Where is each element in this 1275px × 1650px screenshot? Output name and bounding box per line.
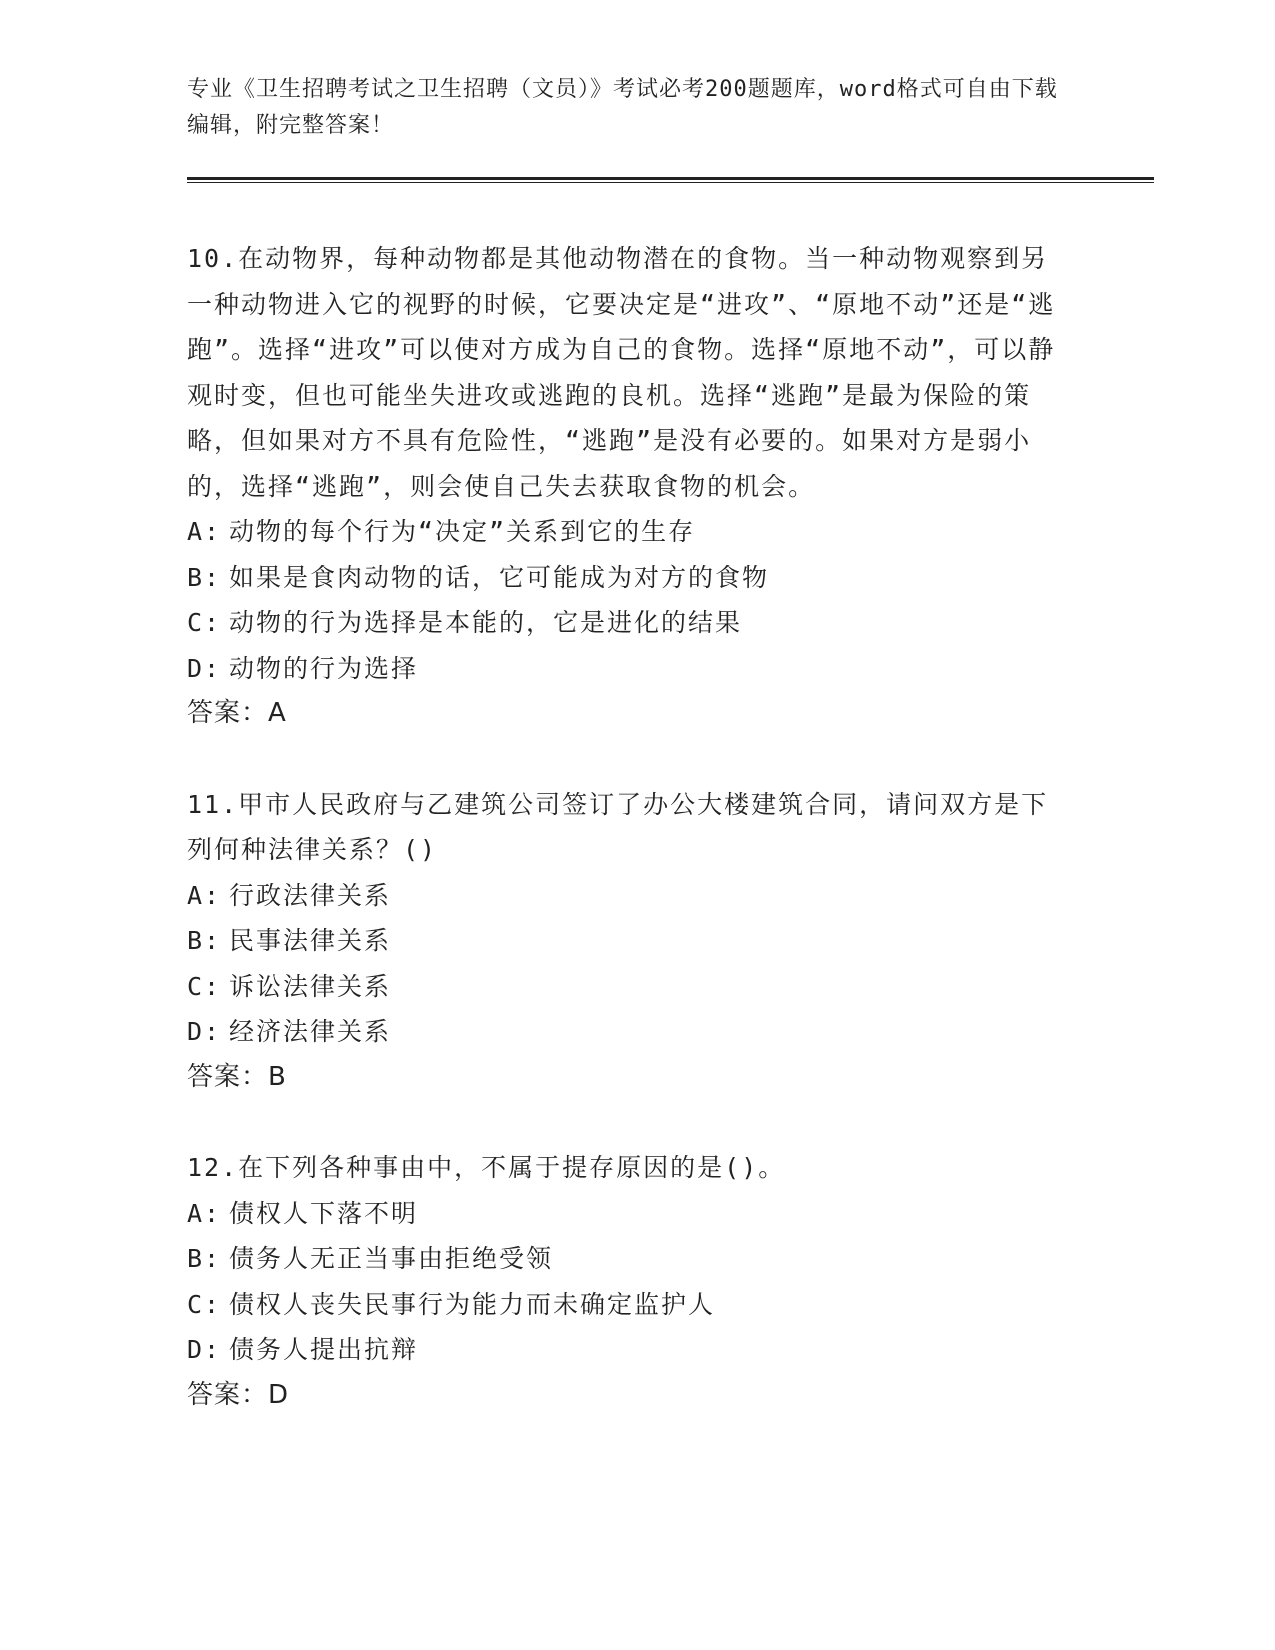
option-letter: A: [187,1198,222,1228]
option-letter: A: [187,880,222,910]
question-12 [187,1145,1067,1418]
option-b [187,555,1067,601]
option-letter: D: [187,653,222,683]
option-text: 动物的行为选择 [229,653,419,683]
option-letter: C: [187,1289,222,1319]
option-d [187,1327,1067,1373]
question-stem: 11.甲市人民政府与乙建筑公司签订了办公大楼建筑合同，请问双方是下列何种法律关系？() [187,789,1049,864]
option-d [187,1009,1067,1055]
option-d [187,646,1067,692]
option-a [187,873,1067,919]
option-letter: B: [187,1244,222,1273]
option-c [187,1282,1067,1328]
option-b [187,1236,1067,1282]
option-letter: A: [187,517,222,546]
header-rule-thick [187,177,1154,180]
option-text: 行政法律关系 [229,880,392,910]
answer-line: 答案：A [187,698,287,728]
option-a [187,1191,1067,1237]
option-letter: C: [187,971,222,1001]
option-text: 债权人丧失民事行为能力而未确定监护人 [229,1289,716,1319]
question-10 [187,236,1067,737]
option-a [187,509,1067,555]
option-letter: C: [187,608,222,637]
option-text: 如果是食肉动物的话，它可能成为对方的食物 [229,562,770,592]
question-list [187,236,1067,1463]
option-b [187,918,1067,964]
option-c [187,964,1067,1010]
option-text: 民事法律关系 [229,926,392,955]
option-text: 动物的行为选择是本能的，它是进化的结果 [229,608,743,637]
option-text: 债务人无正当事由拒绝受领 [229,1244,554,1273]
question-stem: 12.在下列各种事由中，不属于提存原因的是()。 [187,1153,786,1182]
header-rule-thin [187,182,1154,183]
answer-line: 答案：B [187,1061,287,1092]
option-letter: B: [187,926,222,955]
option-text: 诉讼法律关系 [229,971,392,1001]
question-stem: 10.在动物界，每种动物都是其他动物潜在的食物。当一种动物观察到另一种动物进入它的视野的时候，它要决定是“进攻”、“原地不动”还是“逃跑”。选择“进攻”可以使对方成为自己的食物。选择“原地不动”，可以静观时变，但也可能坐失进攻或逃跑的良机。选择“逃跑”是最为保险的策略，但如果对方不具有危险性，“逃跑”是没有必要的。如果对方是弱小的，选择“逃跑”，则会使自己失去获取食物的机会。 [187,244,1056,501]
question-11 [187,782,1067,1101]
option-c [187,600,1067,646]
option-letter: D: [187,1335,222,1364]
answer-line: 答案：D [187,1379,290,1410]
option-text: 经济法律关系 [229,1017,392,1046]
document-header: 专业《卫生招聘考试之卫生招聘（文员）》考试必考200题题库，word格式可自由下载编辑，附完整答案！ [187,77,1058,138]
option-text: 债务人提出抗辩 [229,1335,419,1364]
option-letter: D: [187,1017,222,1046]
option-text: 动物的每个行为“决定”关系到它的生存 [229,517,696,546]
option-text: 债权人下落不明 [229,1198,419,1228]
option-letter: B: [187,562,222,592]
